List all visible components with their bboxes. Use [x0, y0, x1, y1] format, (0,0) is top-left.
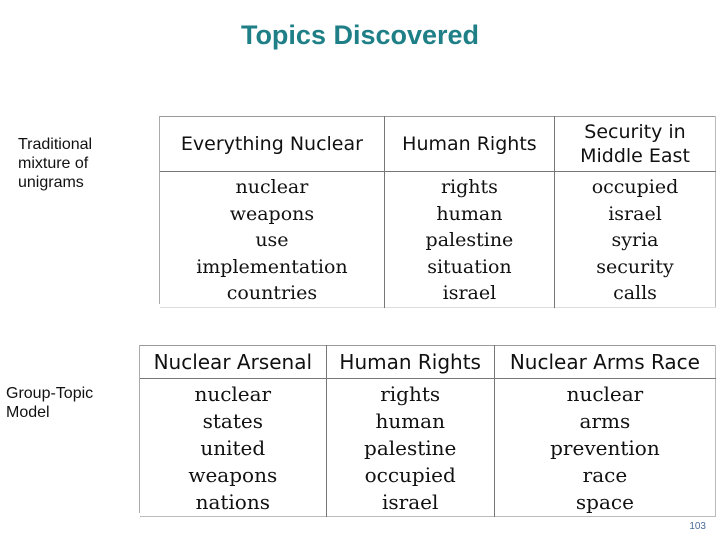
column-header: Human Rights: [384, 117, 554, 172]
group-topic-table: [140, 345, 716, 517]
topic-word: use: [255, 229, 289, 251]
topic-word: israel: [608, 202, 662, 225]
topic-words-cell: [384, 172, 554, 308]
column-header: Nuclear Arms Race: [494, 346, 715, 379]
column-header: Human Rights: [326, 346, 494, 379]
table-row: [140, 379, 716, 517]
page-number: 103: [689, 521, 706, 532]
topic-words-cell: [140, 379, 326, 517]
group-topic-model-label: Group-Topic Model: [6, 385, 94, 421]
topic-word: occupied: [364, 463, 456, 487]
column-header: Everything Nuclear: [160, 117, 384, 172]
traditional-topics-table: [160, 116, 716, 308]
topic-word: weapons: [229, 202, 315, 225]
topic-word: rights: [440, 176, 498, 198]
topic-word: prevention: [550, 436, 660, 460]
topic-word: palestine: [425, 229, 514, 251]
topic-words-cell: [160, 172, 384, 308]
column-header: Security in Middle East: [555, 117, 716, 172]
topic-word: syria: [611, 229, 659, 251]
topic-word: rights: [380, 382, 441, 406]
topic-word: race: [582, 463, 628, 487]
topic-words-cell: [326, 379, 494, 517]
table-header-row: [160, 117, 716, 172]
topic-words-cell: [555, 172, 716, 308]
topic-word: space: [575, 490, 634, 514]
topic-word: israel: [382, 490, 439, 514]
traditional-model-label: Traditional mixture of unigrams: [18, 136, 93, 191]
table-row: [160, 172, 716, 308]
column-header: Nuclear Arsenal: [140, 346, 326, 379]
topic-word: nuclear: [194, 382, 272, 406]
topic-word: occupied: [591, 176, 679, 198]
topic-word: weapons: [188, 463, 278, 487]
topic-word: nations: [195, 490, 270, 514]
topic-word: implementation: [196, 255, 348, 278]
topic-word: countries: [226, 282, 318, 304]
topic-word: human: [375, 409, 445, 433]
topic-word: human: [436, 202, 503, 225]
slide-title: Topics Discovered: [240, 20, 480, 50]
topic-word: states: [202, 409, 263, 433]
topic-words-cell: [494, 379, 715, 517]
topic-word: nuclear: [235, 176, 309, 198]
topic-word: israel: [442, 282, 497, 304]
table-header-row: [140, 346, 716, 379]
topic-word: situation: [427, 255, 512, 278]
topic-word: arms: [579, 409, 631, 433]
topic-word: united: [200, 436, 266, 460]
topic-word: palestine: [364, 436, 457, 460]
topic-word: security: [596, 255, 674, 278]
topic-word: nuclear: [566, 382, 644, 406]
topic-word: calls: [613, 282, 657, 304]
